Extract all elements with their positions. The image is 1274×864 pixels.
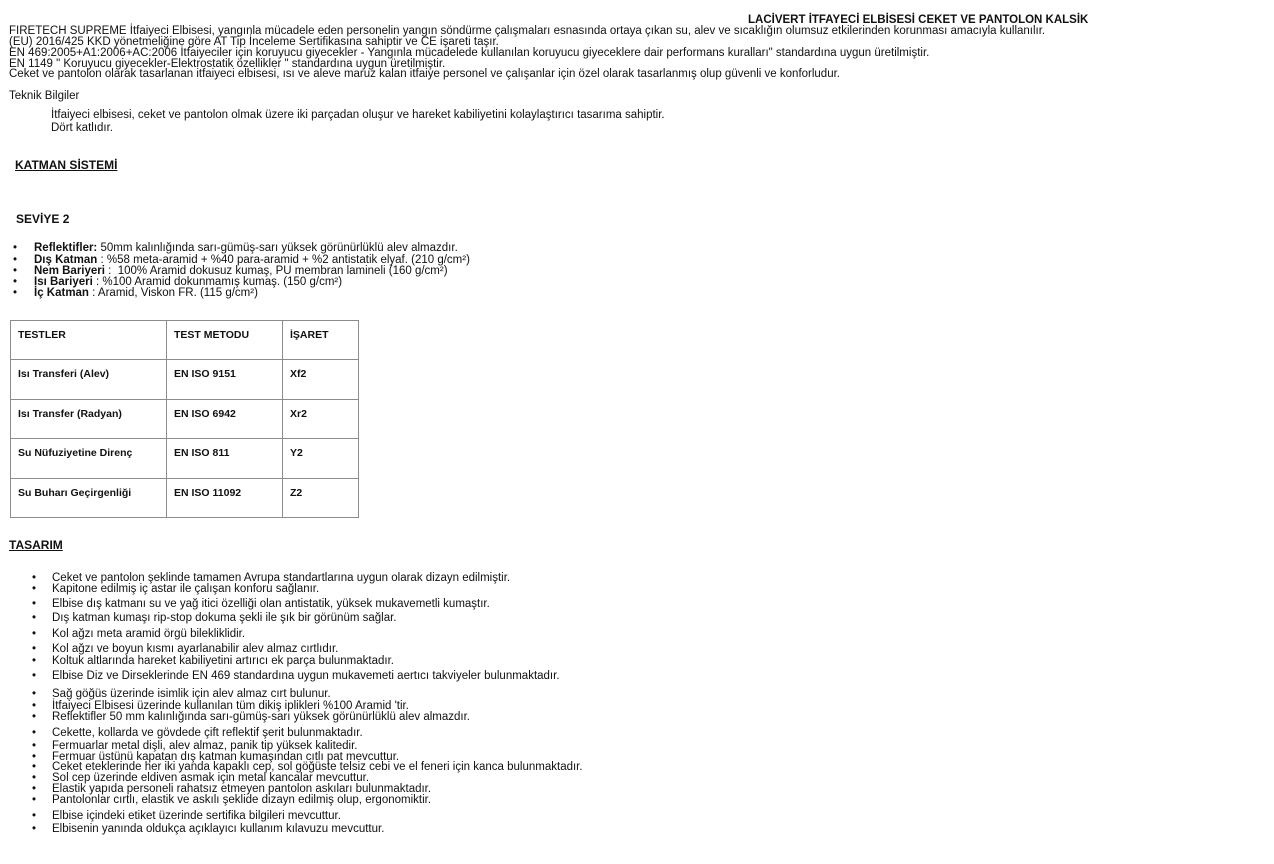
design-item: • Fermuarlar metal dişli, alev almaz, panik tip yüksek kalitedir. xyxy=(52,740,358,752)
design-item: • Elastik yapıda personeli rahatsız etmeyen pantolon askıları bulunmaktadır. xyxy=(52,783,431,795)
design-item: • Dış katman kumaşı rip-stop dokuma şekli ile şık bir görünüm sağlar. xyxy=(52,612,397,624)
table-cell: Isı Transferi (Alev) xyxy=(11,360,167,400)
intro-line: FIRETECH SUPREME İtfaiyeci Elbisesi, yangınla mücadele eden personelin yangın söndürme çalışmaları esnasında ortaya çıkan su, alev ve sıcaklığın olumsuz etkilerinden korunması amacıyla kullanılır. xyxy=(9,25,1046,37)
table-cell: Su Nüfuziyetine Direnç xyxy=(11,439,167,479)
layer-label: Reflektifler: xyxy=(34,242,98,254)
design-item: • Elbise dış katmanı su ve yağ itici özelliği olan antistatik, yüksek mukavemetli kumaştır. xyxy=(52,598,490,610)
table-header-cell: İŞARET xyxy=(283,321,359,360)
layer-text: : 100% Aramid dokusuz kumaş, PU membran lamineli (160 g/cm²) xyxy=(104,265,448,277)
technical-line: Dört katlıdır. xyxy=(51,122,113,134)
table-cell: Xf2 xyxy=(283,360,359,400)
technical-line: İtfaiyeci elbisesi, ceket ve pantolon olmak üzere iki parçadan oluşur ve hareket kabiliyetini kolaylaştırıcı tasarıma sahiptir. xyxy=(51,109,665,121)
table-cell: Z2 xyxy=(283,479,359,518)
design-item: • İtfaiyeci Elbisesi üzerinde kullanılan tüm dikiş iplikleri %100 Aramid 'tir. xyxy=(52,700,409,712)
design-item: • Ceket ve pantolon şeklinde tamamen Avrupa standartlarına uygun olarak dizayn edilmiştir. xyxy=(52,572,510,584)
design-item: • Elbise Diz ve Dirseklerinde EN 469 standardına uygun mukavemeti aertıcı takviyeler bulunmaktadır. xyxy=(52,670,560,682)
layer-label: Dış Katman xyxy=(34,254,98,266)
table-cell: Isı Transfer (Radyan) xyxy=(11,400,167,439)
document-title: LACİVERT İTFAYECİ ELBİSESİ CEKET VE PANTOLON KALSİK xyxy=(748,14,1089,26)
layer-system-heading: KATMAN SİSTEMİ xyxy=(15,158,118,172)
design-item: • Kol ağzı ve boyun kısmı ayarlanabilir alev almaz cırtlıdır. xyxy=(52,643,338,655)
table-cell: Y2 xyxy=(283,439,359,479)
design-item: • Kapitone edilmiş iç astar ile çalışan konforu sağlanır. xyxy=(52,583,319,595)
layer-text: 50mm kalınlığında sarı-gümüş-sarı yüksek görünürlüklü alev almazdır. xyxy=(97,242,458,254)
design-item: • Kol ağzı meta aramid örgü bilekliklidir. xyxy=(52,628,245,640)
design-item: • Cekette, kollarda ve gövdede çift reflektif şerit bulunmaktadır. xyxy=(52,727,363,739)
layer-item xyxy=(34,287,258,299)
design-item: • Koltuk altlarında hareket kabiliyetini artırıcı ek parça bulunmaktadır. xyxy=(52,655,394,667)
design-item: • Pantolonlar cırtlı, elastik ve askılı şeklide dizayn edilmiş olup, ergonomiktir. xyxy=(52,794,431,806)
design-item: • Fermuar üstünü kapatan dış katman kumaşından cıtlı pat mevcuttur. xyxy=(52,751,399,763)
layer-text: : %58 meta-aramid + %40 para-aramid + %2 antistatik elyaf. (210 g/cm²) xyxy=(97,254,470,266)
intro-line: EN 1149 " Koruyucu giyecekler-Elektrostatik özellikler " standardına uygun üretilmiştir. xyxy=(9,58,446,70)
layer-label: Nem Bariyeri xyxy=(34,265,105,277)
layer-item xyxy=(34,242,458,254)
table-cell: Xr2 xyxy=(283,400,359,439)
technical-heading: Teknik Bilgiler xyxy=(9,90,80,102)
table-header-cell: TESTLER xyxy=(11,321,167,360)
design-item: • Sağ göğüs üzerinde isimlik için alev almaz cırt bulunur. xyxy=(52,688,331,700)
intro-line: Ceket ve pantolon olarak tasarlanan itfaiyeci elbisesi, ısı ve aleve maruz kalan itfaiye personel ve çalışanlar için özel olarak tasarlanmış olup güvenli ve konforludur. xyxy=(9,68,840,80)
level-heading: SEVİYE 2 xyxy=(16,212,70,226)
tests-table xyxy=(10,320,359,518)
table-cell: Su Buharı Geçirgenliği xyxy=(11,479,167,518)
design-heading: TASARIM xyxy=(9,538,63,552)
layer-label: İç Katman xyxy=(34,287,89,299)
intro-line: EN 469:2005+A1:2006+AC:2006 İtfaiyeciler için koruyucu giyecekler - Yangınla mücadelede kullanılan koruyucu giyeceklere dair performans kuralları" standardına uygun üretilmiştir. xyxy=(9,47,930,59)
design-item: • Elbisenin yanında oldukça açıklayıcı kullanım kılavuzu mevcuttur. xyxy=(52,823,384,835)
design-item: • Sol cep üzerinde eldiven asmak için metal kancalar mevcuttur. xyxy=(52,772,369,784)
table-cell: EN ISO 811 xyxy=(167,439,283,479)
design-item: • Reflektifler 50 mm kalınlığında sarı-gümüş-sarı yüksek görünürlüklü alev almazdır. xyxy=(52,711,470,723)
intro-line: (EU) 2016/425 KKD yönetmeliğine göre AT Tip İnceleme Sertifikasına sahiptir ve CE işareti taşır. xyxy=(9,36,499,48)
table-cell: EN ISO 11092 xyxy=(167,479,283,518)
table-cell: EN ISO 9151 xyxy=(167,360,283,400)
layer-text: : %100 Aramid dokunmamış kumaş. (150 g/cm²) xyxy=(92,276,343,288)
design-item: • Elbise içindeki etiket üzerinde sertifika bilgileri mevcuttur. xyxy=(52,810,341,822)
layer-label: Isı Bariyeri xyxy=(34,276,93,288)
table-header-cell: TEST METODU xyxy=(167,321,283,360)
table-cell: EN ISO 6942 xyxy=(167,400,283,439)
design-item: • Ceket eteklerinde her iki yanda kapaklı cep, sol göğüste telsiz cebi ve el feneri için kanca bulunmaktadır. xyxy=(52,761,583,773)
layer-text: : Aramid, Viskon FR. (115 g/cm²) xyxy=(88,287,258,299)
